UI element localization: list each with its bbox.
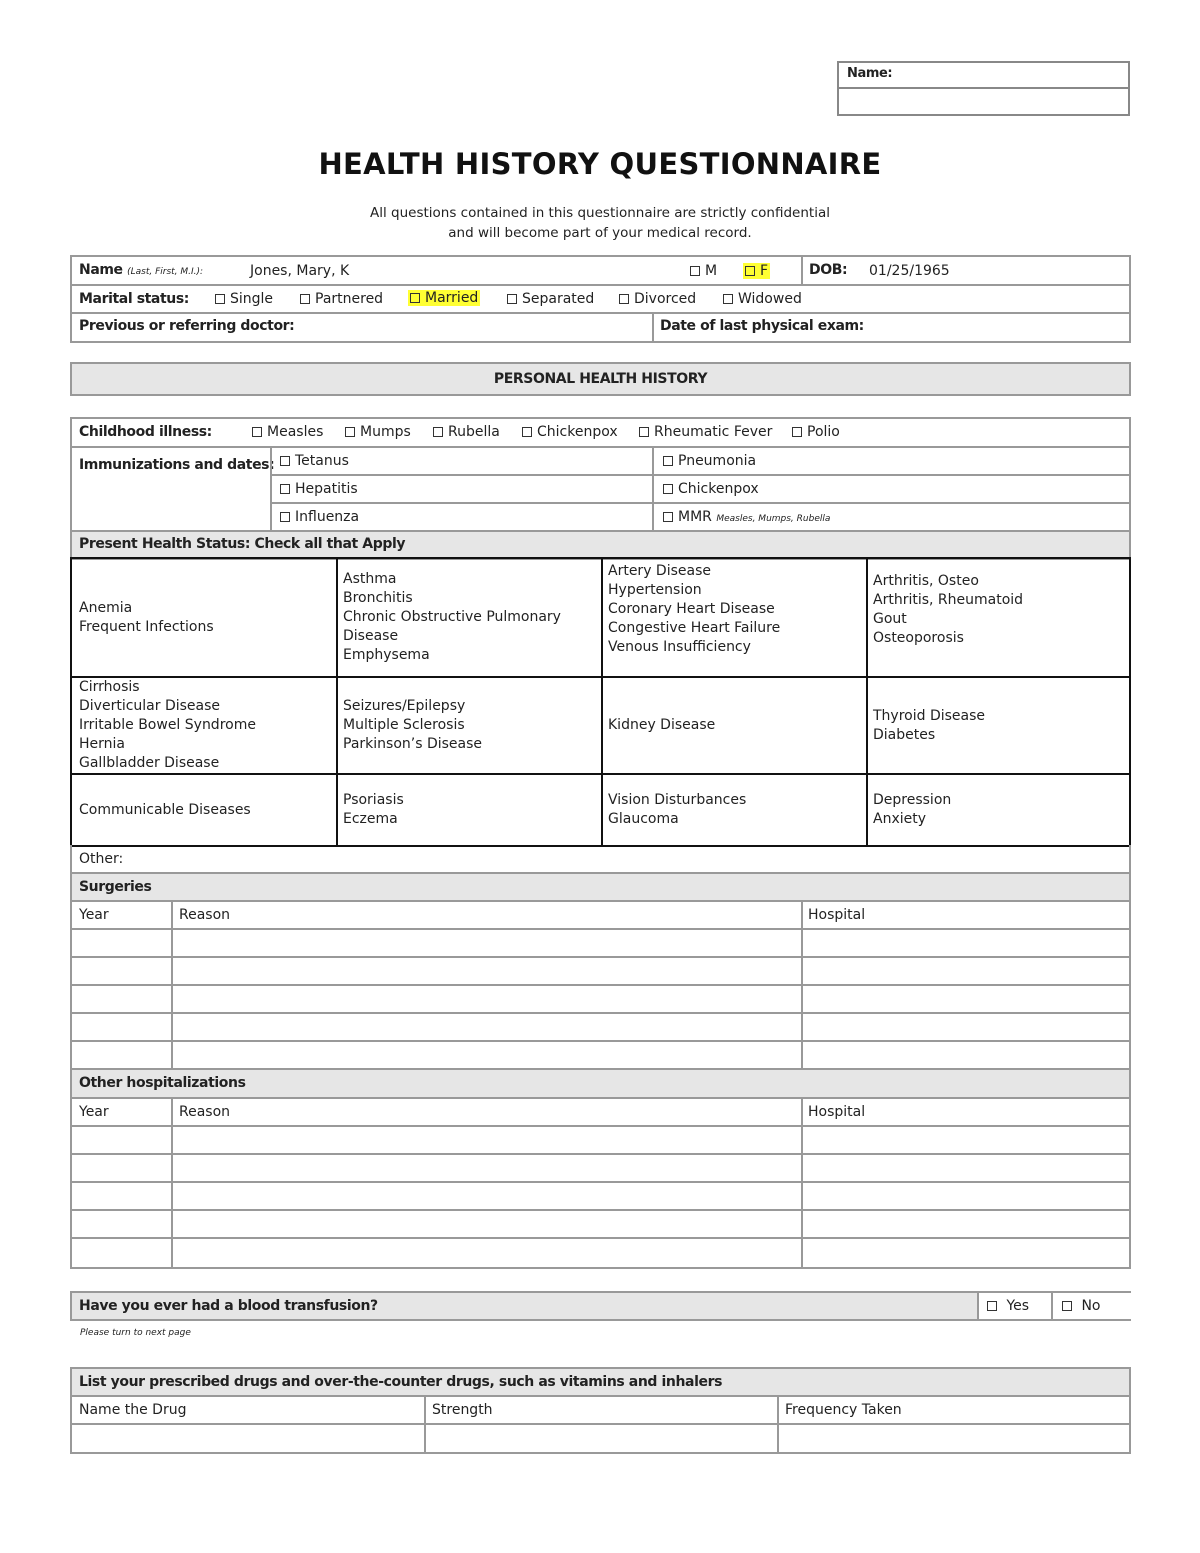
divider — [801, 902, 803, 928]
table-row[interactable] — [72, 1239, 1129, 1267]
divider — [801, 1155, 803, 1181]
divider — [801, 1239, 803, 1267]
marital-partnered-label: Partnered — [315, 291, 384, 307]
hospitalizations-label: Other hospitalizations — [79, 1075, 246, 1091]
condition-item: Arthritis, Rheumatoid — [873, 592, 1024, 608]
checkbox-icon[interactable] — [663, 484, 673, 494]
table-row[interactable] — [72, 1155, 1129, 1183]
divider — [171, 1183, 173, 1209]
condition-item: Thyroid Disease — [873, 707, 986, 724]
condition-item: Osteoporosis — [873, 630, 964, 646]
condition-cell[interactable] — [866, 559, 1129, 676]
sex-m-option[interactable] — [690, 263, 717, 279]
name-row — [72, 257, 1129, 286]
condition-item: Glaucoma — [608, 811, 679, 827]
history-table — [70, 417, 1131, 560]
divider — [801, 1099, 803, 1125]
condition-cell[interactable] — [72, 678, 336, 773]
childhood-mumps-label: Mumps — [360, 424, 411, 440]
divider — [171, 1099, 173, 1125]
condition-item: Irritable Bowel Syndrome — [79, 717, 256, 733]
checkbox-icon[interactable] — [215, 294, 225, 304]
condition-item: Artery Disease — [608, 563, 711, 579]
checkbox-icon[interactable] — [987, 1301, 997, 1311]
condition-item: Seizures/Epilepsy — [343, 698, 466, 714]
transfusion-no[interactable] — [1062, 1298, 1101, 1314]
patient-info-table — [70, 255, 1131, 343]
condition-item: Frequent Infections — [79, 618, 214, 635]
col-hospital: Hospital — [808, 907, 866, 923]
col-hospital: Hospital — [808, 1104, 866, 1120]
condition-item: Coronary Heart Disease — [608, 601, 775, 617]
table-row[interactable] — [72, 958, 1129, 986]
divider — [801, 1211, 803, 1237]
divider — [171, 958, 173, 984]
transfusion-yes-label: Yes — [1006, 1298, 1030, 1314]
imm-pneumonia-label: Pneumonia — [678, 453, 757, 469]
name-label: Name — [79, 262, 123, 278]
name-box-label: Name: — [839, 63, 1128, 89]
col-frequency: Frequency Taken — [785, 1402, 902, 1418]
immunizations-row — [72, 448, 1129, 532]
col-drug-name: Name the Drug — [79, 1402, 187, 1418]
name-value[interactable]: Jones, Mary, K — [250, 263, 350, 279]
divider — [801, 958, 803, 984]
childhood-measles-label: Measles — [267, 424, 324, 440]
divider — [801, 1183, 803, 1209]
transfusion-yes[interactable] — [987, 1298, 1029, 1314]
imm-influenza-label: Influenza — [295, 509, 360, 525]
imm-chickenpox[interactable] — [663, 481, 759, 497]
col-year: Year — [79, 907, 109, 923]
divider — [171, 1239, 173, 1267]
divider — [424, 1397, 426, 1423]
sex-f-option[interactable] — [743, 263, 770, 279]
checkbox-icon[interactable] — [792, 427, 802, 437]
condition-item: Congestive Heart Failure — [608, 620, 781, 636]
drugs-table — [70, 1367, 1131, 1454]
doctor-row — [72, 314, 1129, 341]
imm-influenza[interactable] — [280, 509, 359, 525]
immunizations-label: Immunizations and dates: — [79, 457, 275, 473]
checkbox-icon[interactable] — [663, 512, 673, 522]
divider — [1051, 1293, 1053, 1319]
condition-cell[interactable] — [601, 775, 866, 845]
childhood-chickenpox[interactable] — [522, 424, 618, 440]
hospitalizations-col-header — [72, 1099, 1129, 1127]
table-row[interactable] — [72, 1425, 1129, 1452]
surgery-table — [70, 845, 1131, 1269]
childhood-rheumatic-fever-label: Rheumatic Fever — [654, 424, 773, 440]
other-label: Other: — [79, 851, 124, 867]
condition-cell[interactable] — [866, 775, 1129, 845]
divider — [270, 448, 272, 530]
condition-item: Chronic Obstructive Pulmonary — [343, 609, 561, 625]
imm-pneumonia[interactable] — [663, 453, 756, 469]
childhood-rubella-label: Rubella — [448, 424, 500, 440]
last-exam-label: Date of last physical exam: — [660, 318, 864, 334]
checkbox-icon[interactable] — [639, 427, 649, 437]
table-row[interactable] — [72, 986, 1129, 1014]
childhood-rheumatic-fever[interactable] — [639, 424, 772, 440]
drugs-label: List your prescribed drugs and over-the-counter drugs, such as vitamins and inhalers — [79, 1374, 723, 1390]
col-year: Year — [79, 1104, 109, 1120]
childhood-rubella[interactable] — [433, 424, 500, 440]
transfusion-question: Have you ever had a blood transfusion? — [79, 1298, 378, 1314]
condition-item: Gout — [873, 611, 907, 627]
condition-item: Parkinson’s Disease — [343, 736, 483, 752]
subtitle — [0, 203, 1200, 243]
divider — [652, 448, 654, 530]
marital-single[interactable] — [215, 291, 273, 307]
divider — [801, 257, 803, 284]
imm-tetanus[interactable] — [280, 453, 349, 469]
condition-item: Diabetes — [873, 726, 936, 743]
condition-item: Disease — [343, 628, 399, 644]
drugs-header — [72, 1369, 1129, 1397]
hospitalizations-header — [72, 1070, 1129, 1099]
drugs-col-header — [72, 1397, 1129, 1425]
surgeries-header — [72, 874, 1129, 902]
condition-cell[interactable] — [72, 559, 336, 676]
conditions-row — [72, 775, 1129, 845]
prev-doctor-label: Previous or referring doctor: — [79, 318, 295, 334]
childhood-polio-label: Polio — [807, 424, 840, 440]
name-box — [837, 61, 1130, 116]
divider — [777, 1425, 779, 1452]
condition-cell[interactable] — [601, 678, 866, 773]
marital-label: Marital status: — [79, 291, 189, 307]
condition-cell[interactable] — [72, 775, 336, 845]
marital-married[interactable] — [408, 290, 480, 306]
imm-hepatitis[interactable] — [280, 481, 358, 497]
childhood-mumps[interactable] — [345, 424, 411, 440]
divider — [424, 1425, 426, 1452]
condition-item: Gallbladder Disease — [79, 755, 220, 771]
condition-item: Kidney Disease — [608, 717, 716, 733]
present-health-label: Present Health Status: Check all that Apply — [79, 536, 406, 552]
childhood-polio[interactable] — [792, 424, 840, 440]
subtitle-line-1: All questions contained in this questionnaire are strictly confidential — [370, 205, 830, 221]
checkbox-icon[interactable] — [280, 484, 290, 494]
condition-item: Hypertension — [608, 582, 702, 598]
checkbox-icon[interactable] — [663, 456, 673, 466]
marital-divorced-label: Divorced — [634, 291, 697, 307]
marital-single-label: Single — [230, 291, 274, 307]
checkbox-icon[interactable] — [690, 266, 700, 276]
other-row[interactable] — [72, 845, 1129, 874]
condition-cell[interactable] — [336, 678, 601, 773]
checkbox-icon[interactable] — [723, 294, 733, 304]
condition-item: Emphysema — [343, 647, 430, 663]
dob-label: DOB: — [809, 262, 848, 278]
col-reason: Reason — [179, 907, 231, 923]
condition-item: Bronchitis — [343, 590, 413, 606]
please-turn-note: Please turn to next page — [80, 1328, 191, 1338]
condition-item: Depression — [873, 792, 952, 808]
divider — [171, 1127, 173, 1153]
marital-partnered[interactable] — [300, 291, 383, 307]
condition-item: Diverticular Disease — [79, 698, 221, 714]
checkbox-icon[interactable] — [252, 427, 262, 437]
divider — [801, 930, 803, 956]
divider — [171, 1155, 173, 1181]
childhood-row — [72, 419, 1129, 448]
imm-tetanus-label: Tetanus — [295, 453, 349, 469]
transfusion-no-label: No — [1081, 1298, 1101, 1314]
marital-divorced[interactable] — [619, 291, 696, 307]
condition-item: Venous Insufficiency — [608, 639, 751, 655]
condition-item: Eczema — [343, 811, 398, 827]
name-hint: (Last, First, M.I.): — [127, 267, 204, 277]
section-header — [70, 362, 1131, 396]
condition-cell[interactable] — [336, 775, 601, 845]
checkbox-icon[interactable] — [507, 294, 517, 304]
surgeries-col-header — [72, 902, 1129, 930]
divider — [171, 1042, 173, 1068]
marital-separated-label: Separated — [522, 291, 595, 307]
condition-item: Hernia — [79, 736, 125, 752]
conditions-row — [72, 678, 1129, 775]
divider — [171, 1014, 173, 1040]
sex-f-label: F — [760, 263, 769, 279]
conditions-grid — [70, 557, 1131, 847]
checkbox-icon[interactable] — [1062, 1301, 1072, 1311]
surgeries-label: Surgeries — [79, 879, 152, 895]
condition-item: Cirrhosis — [79, 679, 140, 695]
col-reason: Reason — [179, 1104, 231, 1120]
section-title: PERSONAL HEALTH HISTORY — [493, 371, 708, 387]
checkbox-icon[interactable] — [619, 294, 629, 304]
checkbox-icon[interactable] — [300, 294, 310, 304]
marital-separated[interactable] — [507, 291, 594, 307]
dob-value[interactable]: 01/25/1965 — [869, 263, 950, 279]
present-health-row — [72, 532, 1129, 558]
divider — [270, 502, 1129, 504]
checkbox-icon[interactable] — [433, 427, 443, 437]
checkbox-icon[interactable] — [522, 427, 532, 437]
condition-item: Anemia — [79, 599, 133, 616]
condition-cell[interactable] — [601, 559, 866, 676]
table-row[interactable] — [72, 1127, 1129, 1155]
imm-mmr-label: MMR — [678, 509, 712, 525]
imm-mmr[interactable] — [663, 509, 830, 525]
table-row[interactable] — [72, 1014, 1129, 1042]
page-title: HEALTH HISTORY QUESTIONNAIRE — [318, 147, 882, 181]
marital-widowed[interactable] — [723, 291, 802, 307]
divider — [171, 986, 173, 1012]
condition-item: Multiple Sclerosis — [343, 717, 465, 733]
condition-item: Communicable Diseases — [79, 801, 251, 818]
condition-item: Asthma — [343, 571, 397, 587]
table-row[interactable] — [72, 1042, 1129, 1070]
imm-hepatitis-label: Hepatitis — [295, 481, 358, 497]
transfusion-row — [70, 1291, 1131, 1321]
conditions-row — [72, 559, 1129, 678]
divider — [171, 1211, 173, 1237]
divider — [801, 986, 803, 1012]
marital-widowed-label: Widowed — [738, 291, 802, 307]
checkbox-icon[interactable] — [745, 266, 755, 276]
divider — [171, 902, 173, 928]
condition-item: Psoriasis — [343, 792, 404, 808]
checkbox-icon[interactable] — [345, 427, 355, 437]
condition-item: Anxiety — [873, 811, 927, 827]
checkbox-icon[interactable] — [280, 512, 290, 522]
name-box-field[interactable] — [839, 89, 1128, 114]
checkbox-icon[interactable] — [280, 456, 290, 466]
marital-married-label: Married — [425, 290, 479, 306]
divider — [270, 474, 1129, 476]
divider — [801, 1042, 803, 1068]
imm-chickenpox-label: Chickenpox — [678, 481, 759, 497]
table-row[interactable] — [72, 930, 1129, 958]
divider — [777, 1397, 779, 1423]
condition-item: Vision Disturbances — [608, 792, 747, 808]
name-label-group — [79, 262, 203, 278]
divider — [652, 314, 654, 341]
divider — [171, 930, 173, 956]
divider — [801, 1127, 803, 1153]
subtitle-line-2: and will become part of your medical record. — [448, 225, 752, 241]
condition-cell[interactable] — [336, 559, 601, 676]
checkbox-icon[interactable] — [410, 293, 420, 303]
childhood-chickenpox-label: Chickenpox — [537, 424, 618, 440]
condition-cell[interactable] — [866, 678, 1129, 773]
sex-m-label: M — [705, 263, 718, 279]
table-row[interactable] — [72, 1183, 1129, 1211]
childhood-measles[interactable] — [252, 424, 323, 440]
divider — [801, 1014, 803, 1040]
marital-row — [72, 286, 1129, 314]
col-strength: Strength — [432, 1402, 493, 1418]
childhood-label: Childhood illness: — [79, 424, 212, 440]
table-row[interactable] — [72, 1211, 1129, 1239]
condition-item: Arthritis, Osteo — [873, 573, 979, 589]
mmr-note: Measles, Mumps, Rubella — [716, 514, 831, 524]
